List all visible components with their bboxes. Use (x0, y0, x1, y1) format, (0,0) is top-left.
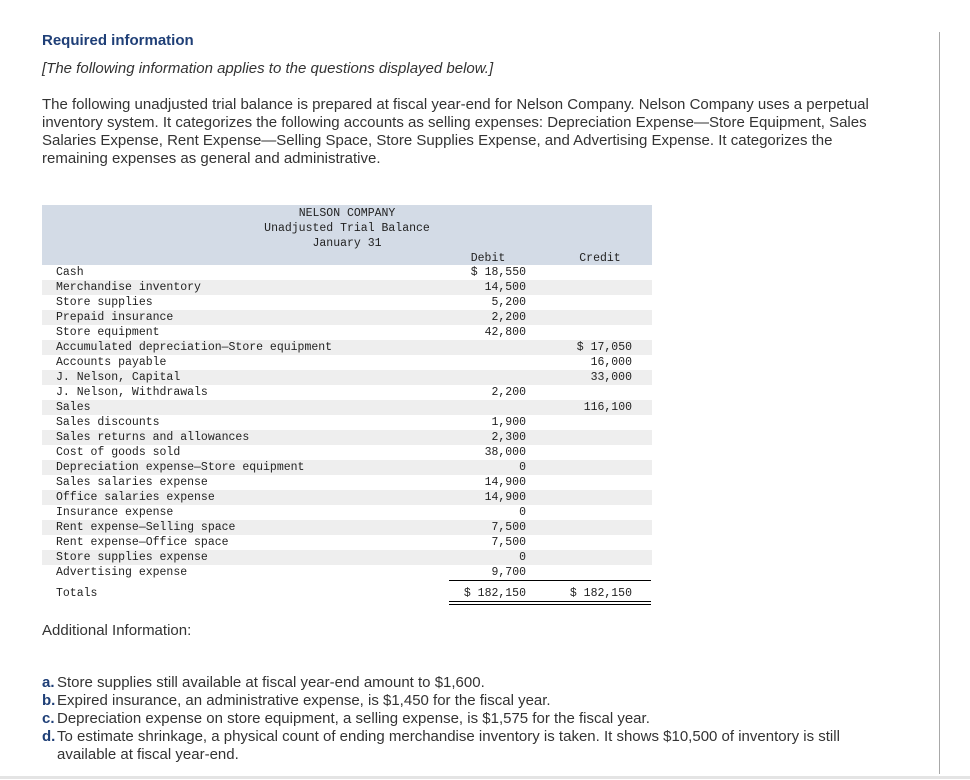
debit-amount: 2,200 (491, 311, 526, 324)
totals-double-rule-2 (449, 604, 651, 605)
required-information-heading: Required information (42, 32, 194, 49)
table-row (42, 460, 652, 475)
totals-debit: $ 182,150 (463, 587, 526, 600)
totals-label: Totals (56, 587, 98, 600)
debit-amount: 7,500 (491, 536, 526, 549)
right-divider (939, 32, 940, 774)
table-row (42, 535, 652, 550)
credit-amount: 33,000 (590, 371, 632, 384)
debit-amount: 9,700 (491, 566, 526, 579)
account-name: Advertising expense (56, 566, 188, 579)
table-row (42, 355, 652, 370)
statement-date: January 31 (312, 237, 382, 250)
additional-information-heading: Additional Information: (42, 622, 192, 639)
intro-paragraph: The following unadjusted trial balance is prepared at fiscal year-end for Nelson Company. Nelson Company uses a perpetual inventory system. It categorizes the following accounts as selling expenses: Depreciation Expense—Store Equipment, Sales Salaries Expense, Rent Expense—Selling Space, Store Supplies Expense, and Advertising Expense. It categorizes the remaining expenses as general and administrative. (42, 96, 869, 167)
debit-amount: 14,900 (484, 476, 526, 489)
trial-balance-table (42, 205, 652, 605)
account-name: Insurance expense (56, 506, 174, 519)
account-name: Store equipment (56, 326, 160, 339)
list-item (42, 710, 902, 728)
table-row (42, 430, 652, 445)
table-row (42, 475, 652, 490)
account-name: Sales discounts (56, 416, 160, 429)
account-name: Rent expense—Selling space (56, 521, 236, 534)
item-text: Depreciation expense on store equipment, a selling expense, is $1,575 for the fiscal year. (57, 710, 650, 727)
debit-amount: 1,900 (491, 416, 526, 429)
account-name: Sales salaries expense (56, 476, 208, 489)
table-row (42, 505, 652, 520)
totals-double-rule-1 (449, 601, 651, 602)
table-row (42, 400, 652, 415)
debit-amount: 0 (519, 506, 526, 519)
account-name: Merchandise inventory (56, 281, 201, 294)
debit-amount: 2,300 (491, 431, 526, 444)
totals-top-rule (449, 580, 651, 581)
account-name: Sales returns and allowances (56, 431, 250, 444)
account-name: J. Nelson, Capital (56, 371, 181, 384)
list-item (42, 674, 902, 692)
table-row (42, 565, 652, 580)
statement-title: Unadjusted Trial Balance (264, 222, 430, 235)
company-name: NELSON COMPANY (298, 207, 396, 220)
debit-amount: 0 (519, 551, 526, 564)
account-name: Depreciation expense—Store equipment (56, 461, 305, 474)
debit-amount: 42,800 (484, 326, 526, 339)
account-name: Prepaid insurance (56, 311, 174, 324)
table-row (42, 415, 652, 430)
credit-amount: 116,100 (583, 401, 632, 414)
item-letter: c. (42, 710, 55, 727)
context-note: [The following information applies to the questions displayed below.] (42, 60, 494, 77)
table-row (42, 550, 652, 565)
account-name: Sales (56, 401, 91, 414)
item-text: Store supplies still available at fiscal year-end amount to $1,600. (57, 674, 485, 691)
item-letter: b. (42, 692, 56, 709)
account-name: Store supplies (56, 296, 153, 309)
totals-row (42, 586, 652, 601)
debit-amount: 14,900 (484, 491, 526, 504)
table-row (42, 385, 652, 400)
account-name: Rent expense—Office space (56, 536, 229, 549)
account-name: Accumulated depreciation—Store equipment (56, 341, 333, 354)
debit-amount: 0 (519, 461, 526, 474)
table-row (42, 265, 652, 280)
table-row (42, 295, 652, 310)
totals-credit: $ 182,150 (569, 587, 632, 600)
list-item (42, 728, 902, 764)
additional-information-list (42, 674, 902, 764)
table-row (42, 310, 652, 325)
account-name: Accounts payable (56, 356, 167, 369)
table-row (42, 325, 652, 340)
bottom-divider (0, 776, 970, 779)
account-name: Store supplies expense (56, 551, 208, 564)
account-name: Cost of goods sold (56, 446, 181, 459)
table-row (42, 490, 652, 505)
table-row (42, 520, 652, 535)
credit-amount: $ 17,050 (576, 341, 632, 354)
debit-amount: 38,000 (484, 446, 526, 459)
debit-header: Debit (470, 252, 506, 265)
debit-amount: 14,500 (484, 281, 526, 294)
item-letter: d. (42, 728, 56, 745)
table-row (42, 340, 652, 355)
table-row (42, 445, 652, 460)
account-name: Cash (56, 266, 84, 279)
credit-amount: 16,000 (590, 356, 632, 369)
table-row (42, 280, 652, 295)
item-text: To estimate shrinkage, a physical count of ending merchandise inventory is taken. It shows $10,500 of inventory is still available at fiscal year-end. (57, 728, 840, 763)
debit-amount: $ 18,550 (470, 266, 526, 279)
credit-header: Credit (579, 252, 621, 265)
debit-amount: 5,200 (491, 296, 526, 309)
item-letter: a. (42, 674, 55, 691)
debit-amount: 2,200 (491, 386, 526, 399)
account-name: J. Nelson, Withdrawals (56, 386, 208, 399)
account-name: Office salaries expense (56, 491, 215, 504)
item-text: Expired insurance, an administrative expense, is $1,450 for the fiscal year. (57, 692, 551, 709)
table-row (42, 370, 652, 385)
debit-amount: 7,500 (491, 521, 526, 534)
list-item (42, 692, 902, 710)
